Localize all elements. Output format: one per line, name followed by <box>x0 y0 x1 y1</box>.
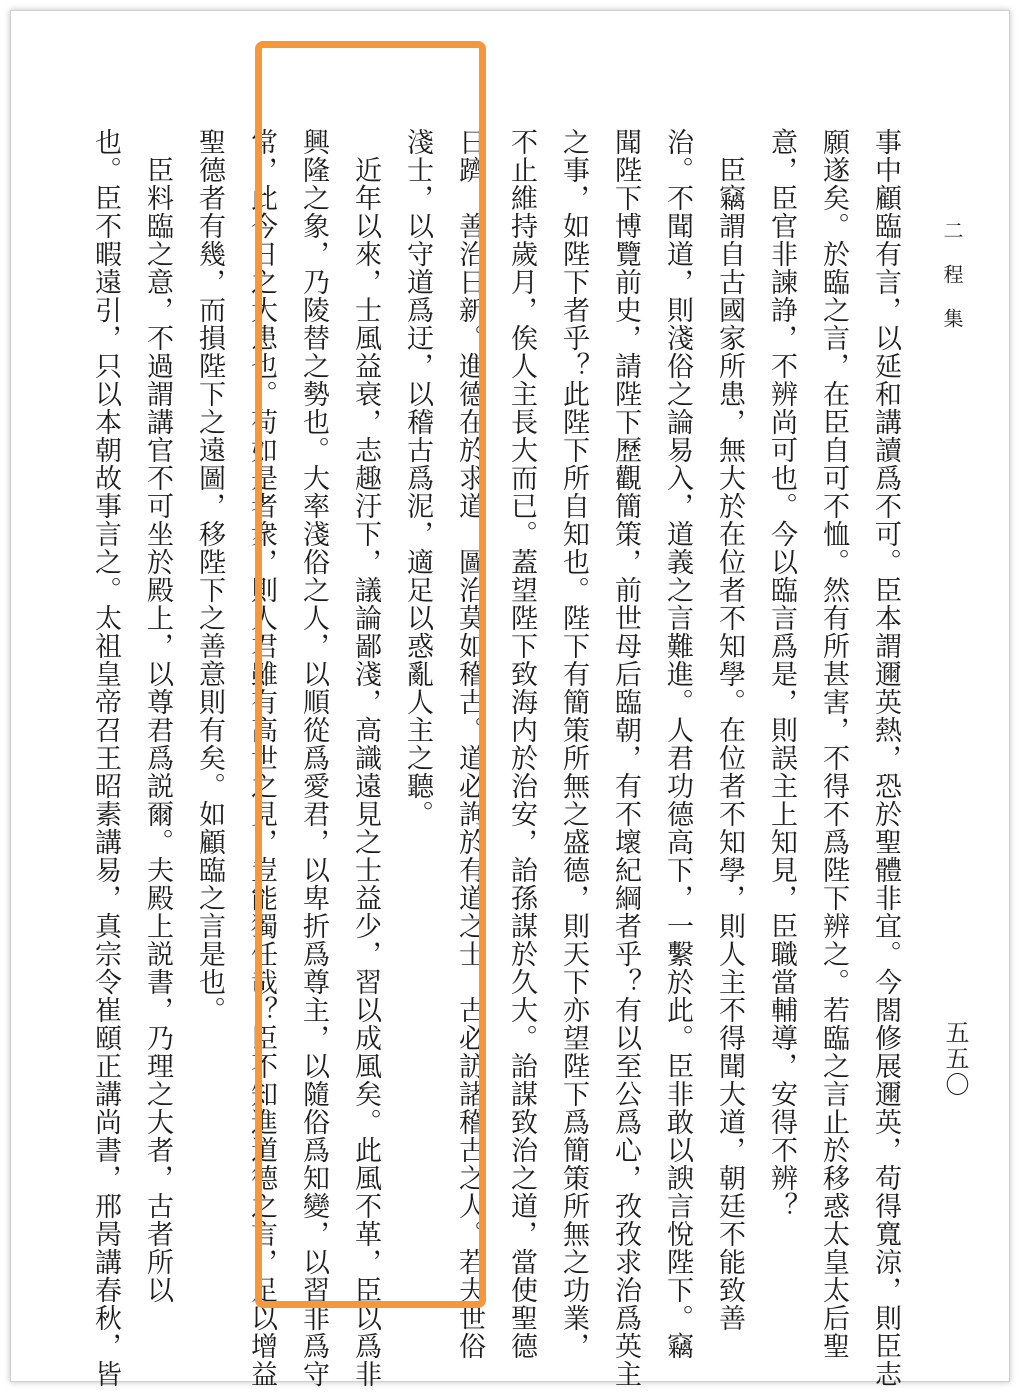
text-column-13: 常，此今日之大患也。苟如是者衆，則人君雖有高世之見，豈能獨任哉？臣不知進道德之言，足以增益 <box>246 128 277 1388</box>
text-column-3: 意，臣官非諫諍，不辨尚可也。今以臨言爲是，則誤主上知見，臣職當輔導，安得不辨？ <box>766 128 797 1220</box>
text-column-12: 興隆之象，乃陵替之勢也。大率淺俗之人，以順從爲愛君，以卑折爲尊主，以隨俗爲知變，以習非爲守 <box>298 128 329 1388</box>
text-column-11: 近年以來，士風益衰，志趣汙下，議論鄙淺，高識遠見之士益少，習以成風矣。此風不革，臣以爲非 <box>350 128 381 1388</box>
text-column-15: 臣料臨之意，不過謂講官不可坐於殿上，以尊君爲説爾。夫殿上説書，乃理之大者，古者所以 <box>142 128 173 1304</box>
text-column-9: 日躋，善治日新。進德在於求道，圖治莫如稽古。道必詢於有道之士，古必訪諸稽古之人。若夫世俗 <box>454 128 485 1360</box>
text-column-14: 聖德者有幾，而損陛下之遠圖，移陛下之善意則有矣。如顧臨之言是也。 <box>194 128 225 1024</box>
text-column-2: 願遂矣。於臨之言，在臣自可不恤。然有所甚害，不得不爲陛下辨之。若臨之言止於移惑太皇太后聖 <box>818 128 849 1360</box>
text-column-8: 不止維持歲月，俟人主長大而已。蓋望陛下致海内於治安，詒孫謀於久大。詒謀致治之道，當使聖德 <box>506 128 537 1360</box>
text-column-1: 事中顧臨有言，以延和講讀爲不可。臣本謂邇英熱，恐於聖體非宜。今閤修展邇英，苟得寬涼，則臣志 <box>870 128 901 1388</box>
text-column-16: 也。臣不暇遠引，只以本朝故事言之。太祖皇帝召王昭素講易，真宗令崔頤正講尚書，邢昺講春秋，皆 <box>90 128 121 1388</box>
text-column-10: 淺士，以守道爲迂，以稽古爲泥，適足以惑亂人主之聽。 <box>402 128 433 828</box>
text-column-7: 之事，如陛下者乎？此陛下所自知也。陛下有簡策所無之盛德，則天下亦望陛下爲簡策所無之功業， <box>558 128 589 1360</box>
text-column-4: 臣竊謂自古國家所患，無大於在位者不知學。在位者不知學，則人主不得聞大道，朝廷不能致善 <box>714 128 745 1332</box>
text-column-5: 治。不聞道，則淺俗之論易入，道義之言難進。人君功德高下，一繫於此。臣非敢以諛言悅陛下。竊 <box>662 128 693 1360</box>
text-column-6: 聞陛下博覽前史，請陛下歷觀簡策，前世母后臨朝，有不壞紀綱者乎？有以至公爲心，孜孜求治爲英主 <box>610 128 641 1388</box>
page-number: 五五〇 <box>941 1020 969 1098</box>
running-header: 二程集 <box>940 220 964 352</box>
